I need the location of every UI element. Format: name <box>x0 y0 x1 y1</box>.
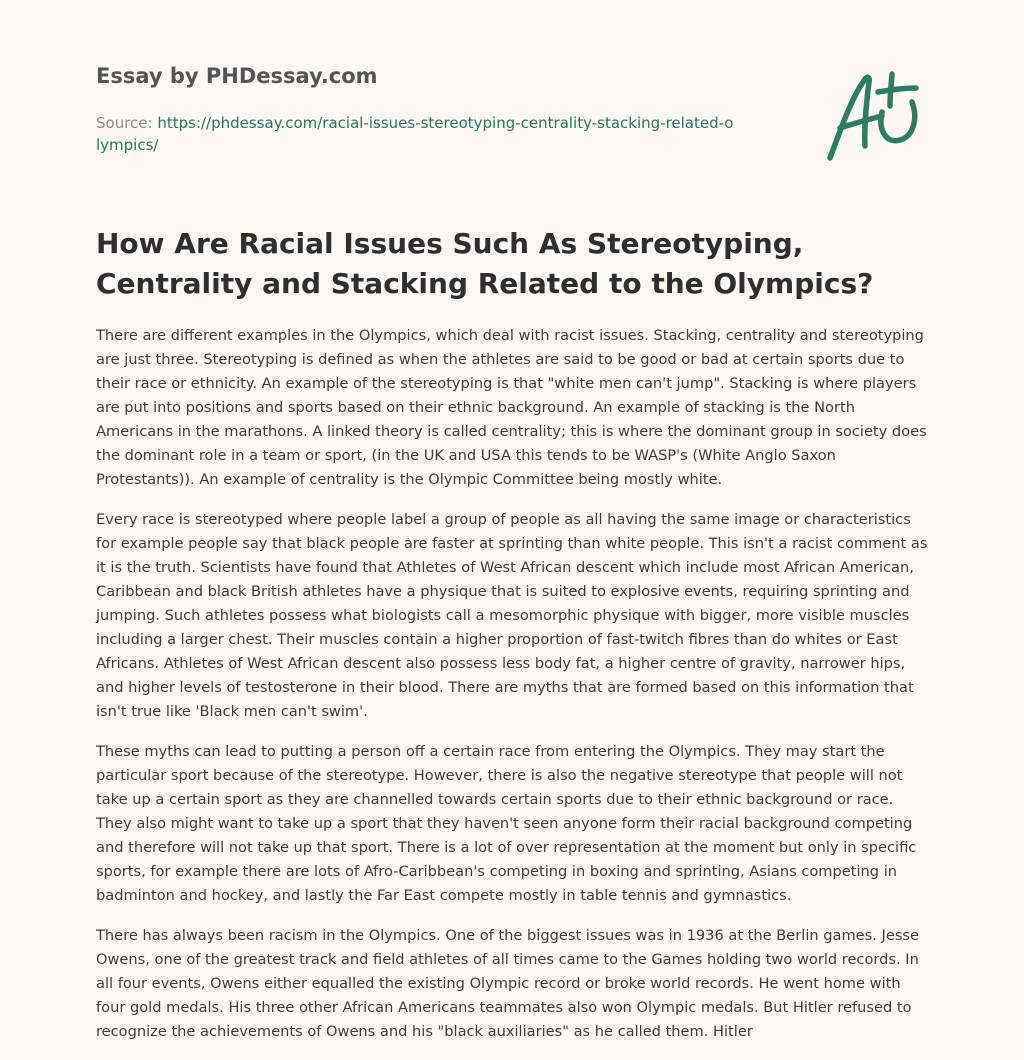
paragraph-1: There are different examples in the Olympics, which deal with racist issues. Stacking, centrality and stereotyping are just three. Stereotyping is defined as when the athletes are said to be good or bad at certain sports due to their race or ethnicity. An example of the stereotyping is that "white men can't jump". Stacking is where players are put into positions and sports based on their ethnic background. An example of stacking is the North Americans in the marathons. A linked theory is called centrality; this is where the dominant group in society does the dominant role in a team or sport, (in the UK and USA this tends to be WASP's (White Anglo Saxon Protestants)). An example of centrality is the Olympic Committee being mostly white. <box>96 327 927 488</box>
source-line <box>96 112 736 156</box>
paragraph-3: These myths can lead to putting a person off a certain race from entering the Olympics. They may start the particular sport because of the stereotype. However, there is also the negative stereotype that people will not take up a certain sport as they are channelled towards certain sports due to their ethnic background or race. They also might want to take up a sport that they haven't seen anyone form their racial background competing and therefore will not take up that sport. There is a lot of over representation at the moment but only in specific sports, for example there are lots of Afro-Caribbean's competing in boxing and sprinting, Asians competing in badminton and hockey, and lastly the Far East compete mostly in table tennis and gymnastics. <box>96 743 917 904</box>
a-plus-logo-icon <box>820 66 930 166</box>
paragraph-2: Every race is stereotyped where people label a group of people as all having the same image or characteristics for example people say that black people are faster at sprinting than white people. This isn't a racist comment as it is the truth. Scientists have found that Athletes of West African descent which include most African American, Caribbean and black British athletes have a physique that is suited to explosive events, requiring sprinting and jumping. Such athletes possess what biologists call a mesomorphic physique with bigger, more visible muscles including a larger chest. Their muscles contain a higher proportion of fast-twitch fibres than do whites or East Africans. Athletes of West African descent also possess less body fat, a higher centre of gravity, narrower hips, and higher levels of testosterone in their blood. There are myths that are formed based on this information that isn't true like 'Black men can't swim'. <box>96 511 928 720</box>
essay-title: How Are Racial Issues Such As Stereotyping, Centrality and Stacking Related to the Olympics? <box>96 227 874 300</box>
a-plus-logo-svg <box>820 66 930 166</box>
source-label: Source: <box>96 114 158 132</box>
paragraph-4: There has always been racism in the Olympics. One of the biggest issues was in 1936 at the Berlin games. Jesse Owens, one of the greatest track and field athletes of all times came to the Games holding two world records. In all four events, Owens either equalled the existing Olympic record or broke world records. He went home with four gold medals. His three other African Americans teammates also won Olympic medals. But Hitler refused to recognize the achievements of Owens and his "black auxiliaries" as he called them. Hitler <box>96 927 920 1040</box>
essay-body <box>96 324 932 1060</box>
source-link[interactable]: https://phdessay.com/racial-issues-stereotyping-centrality-stacking-related-olympics/ <box>96 114 734 154</box>
site-brand: Essay by PHDessay.com <box>96 64 378 88</box>
